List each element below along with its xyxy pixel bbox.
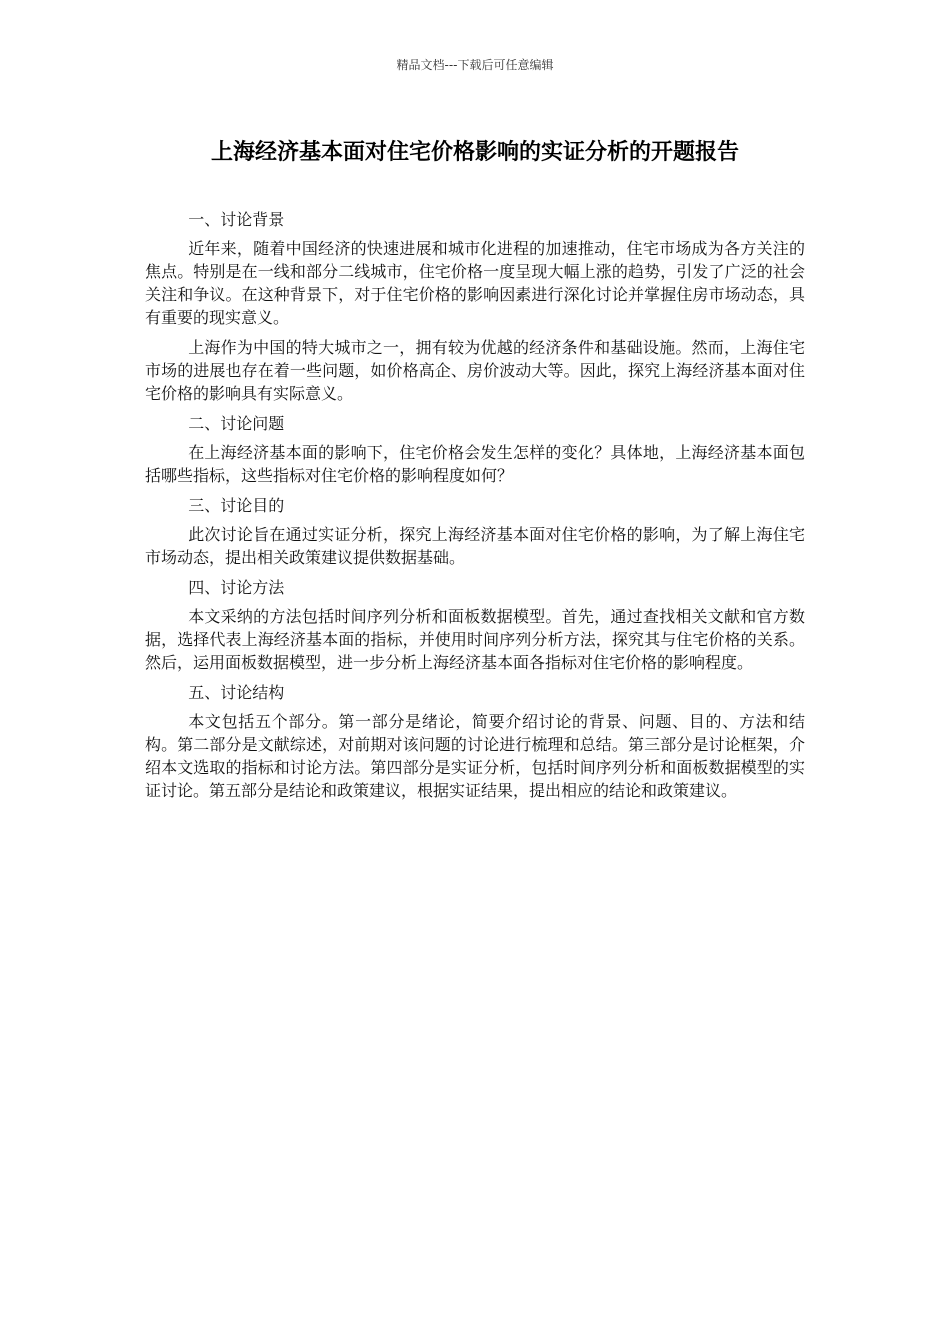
header-note: 精品文档---下载后可任意编辑 [396, 58, 554, 72]
paragraph: 在上海经济基本面的影响下，住宅价格会发生怎样的变化？具体地，上海经济基本面包括哪些指标，这些指标对住宅价格的影响程度如何？ [145, 443, 805, 485]
section-heading: 三、讨论目的 [188, 496, 285, 515]
section-methods [145, 576, 805, 674]
paragraph: 近年来，随着中国经济的快速进展和城市化进程的加速推动，住宅市场成为各方关注的焦点。特别是在一线和部分二线城市，住宅价格一度呈现大幅上涨的趋势，引发了广泛的社会关注和争议。在这种背景下，对于住宅价格的影响因素进行深化讨论并掌握住房市场动态，具有重要的现实意义。 [145, 239, 805, 327]
section-heading: 一、讨论背景 [188, 210, 285, 229]
section-heading: 四、讨论方法 [188, 578, 285, 597]
paragraph: 本文包括五个部分。第一部分是绪论，简要介绍讨论的背景、问题、目的、方法和结构。第二部分是文献综述，对前期对该问题的讨论进行梳理和总结。第三部分是讨论框架，介绍本文选取的指标和讨论方法。第四部分是实证分析，包括时间序列分析和面板数据模型的实证讨论。第五部分是结论和政策建议，根据实证结果，提出相应的结论和政策建议。 [145, 712, 805, 800]
section-heading: 五、讨论结构 [188, 683, 285, 702]
section-background [145, 208, 805, 405]
section-structure [145, 681, 805, 802]
section-questions [145, 412, 805, 487]
paragraph: 本文采纳的方法包括时间序列分析和面板数据模型。首先，通过查找相关文献和官方数据，选择代表上海经济基本面的指标，并使用时间序列分析方法，探究其与住宅价格的关系。然后，运用面板数据模型，进一步分析上海经济基本面各指标对住宅价格的影响程度。 [145, 607, 805, 672]
section-heading: 二、讨论问题 [188, 414, 285, 433]
section-purpose [145, 494, 805, 569]
paragraph: 此次讨论旨在通过实证分析，探究上海经济基本面对住宅价格的影响，为了解上海住宅市场动态，提出相关政策建议提供数据基础。 [145, 525, 805, 567]
document-title: 上海经济基本面对住宅价格影响的实证分析的开题报告 [210, 140, 739, 165]
paragraph: 上海作为中国的特大城市之一，拥有较为优越的经济条件和基础设施。然而，上海住宅市场的进展也存在着一些问题，如价格高企、房价波动大等。因此，探究上海经济基本面对住宅价格的影响具有实际意义。 [145, 338, 805, 403]
document-body [145, 208, 805, 809]
